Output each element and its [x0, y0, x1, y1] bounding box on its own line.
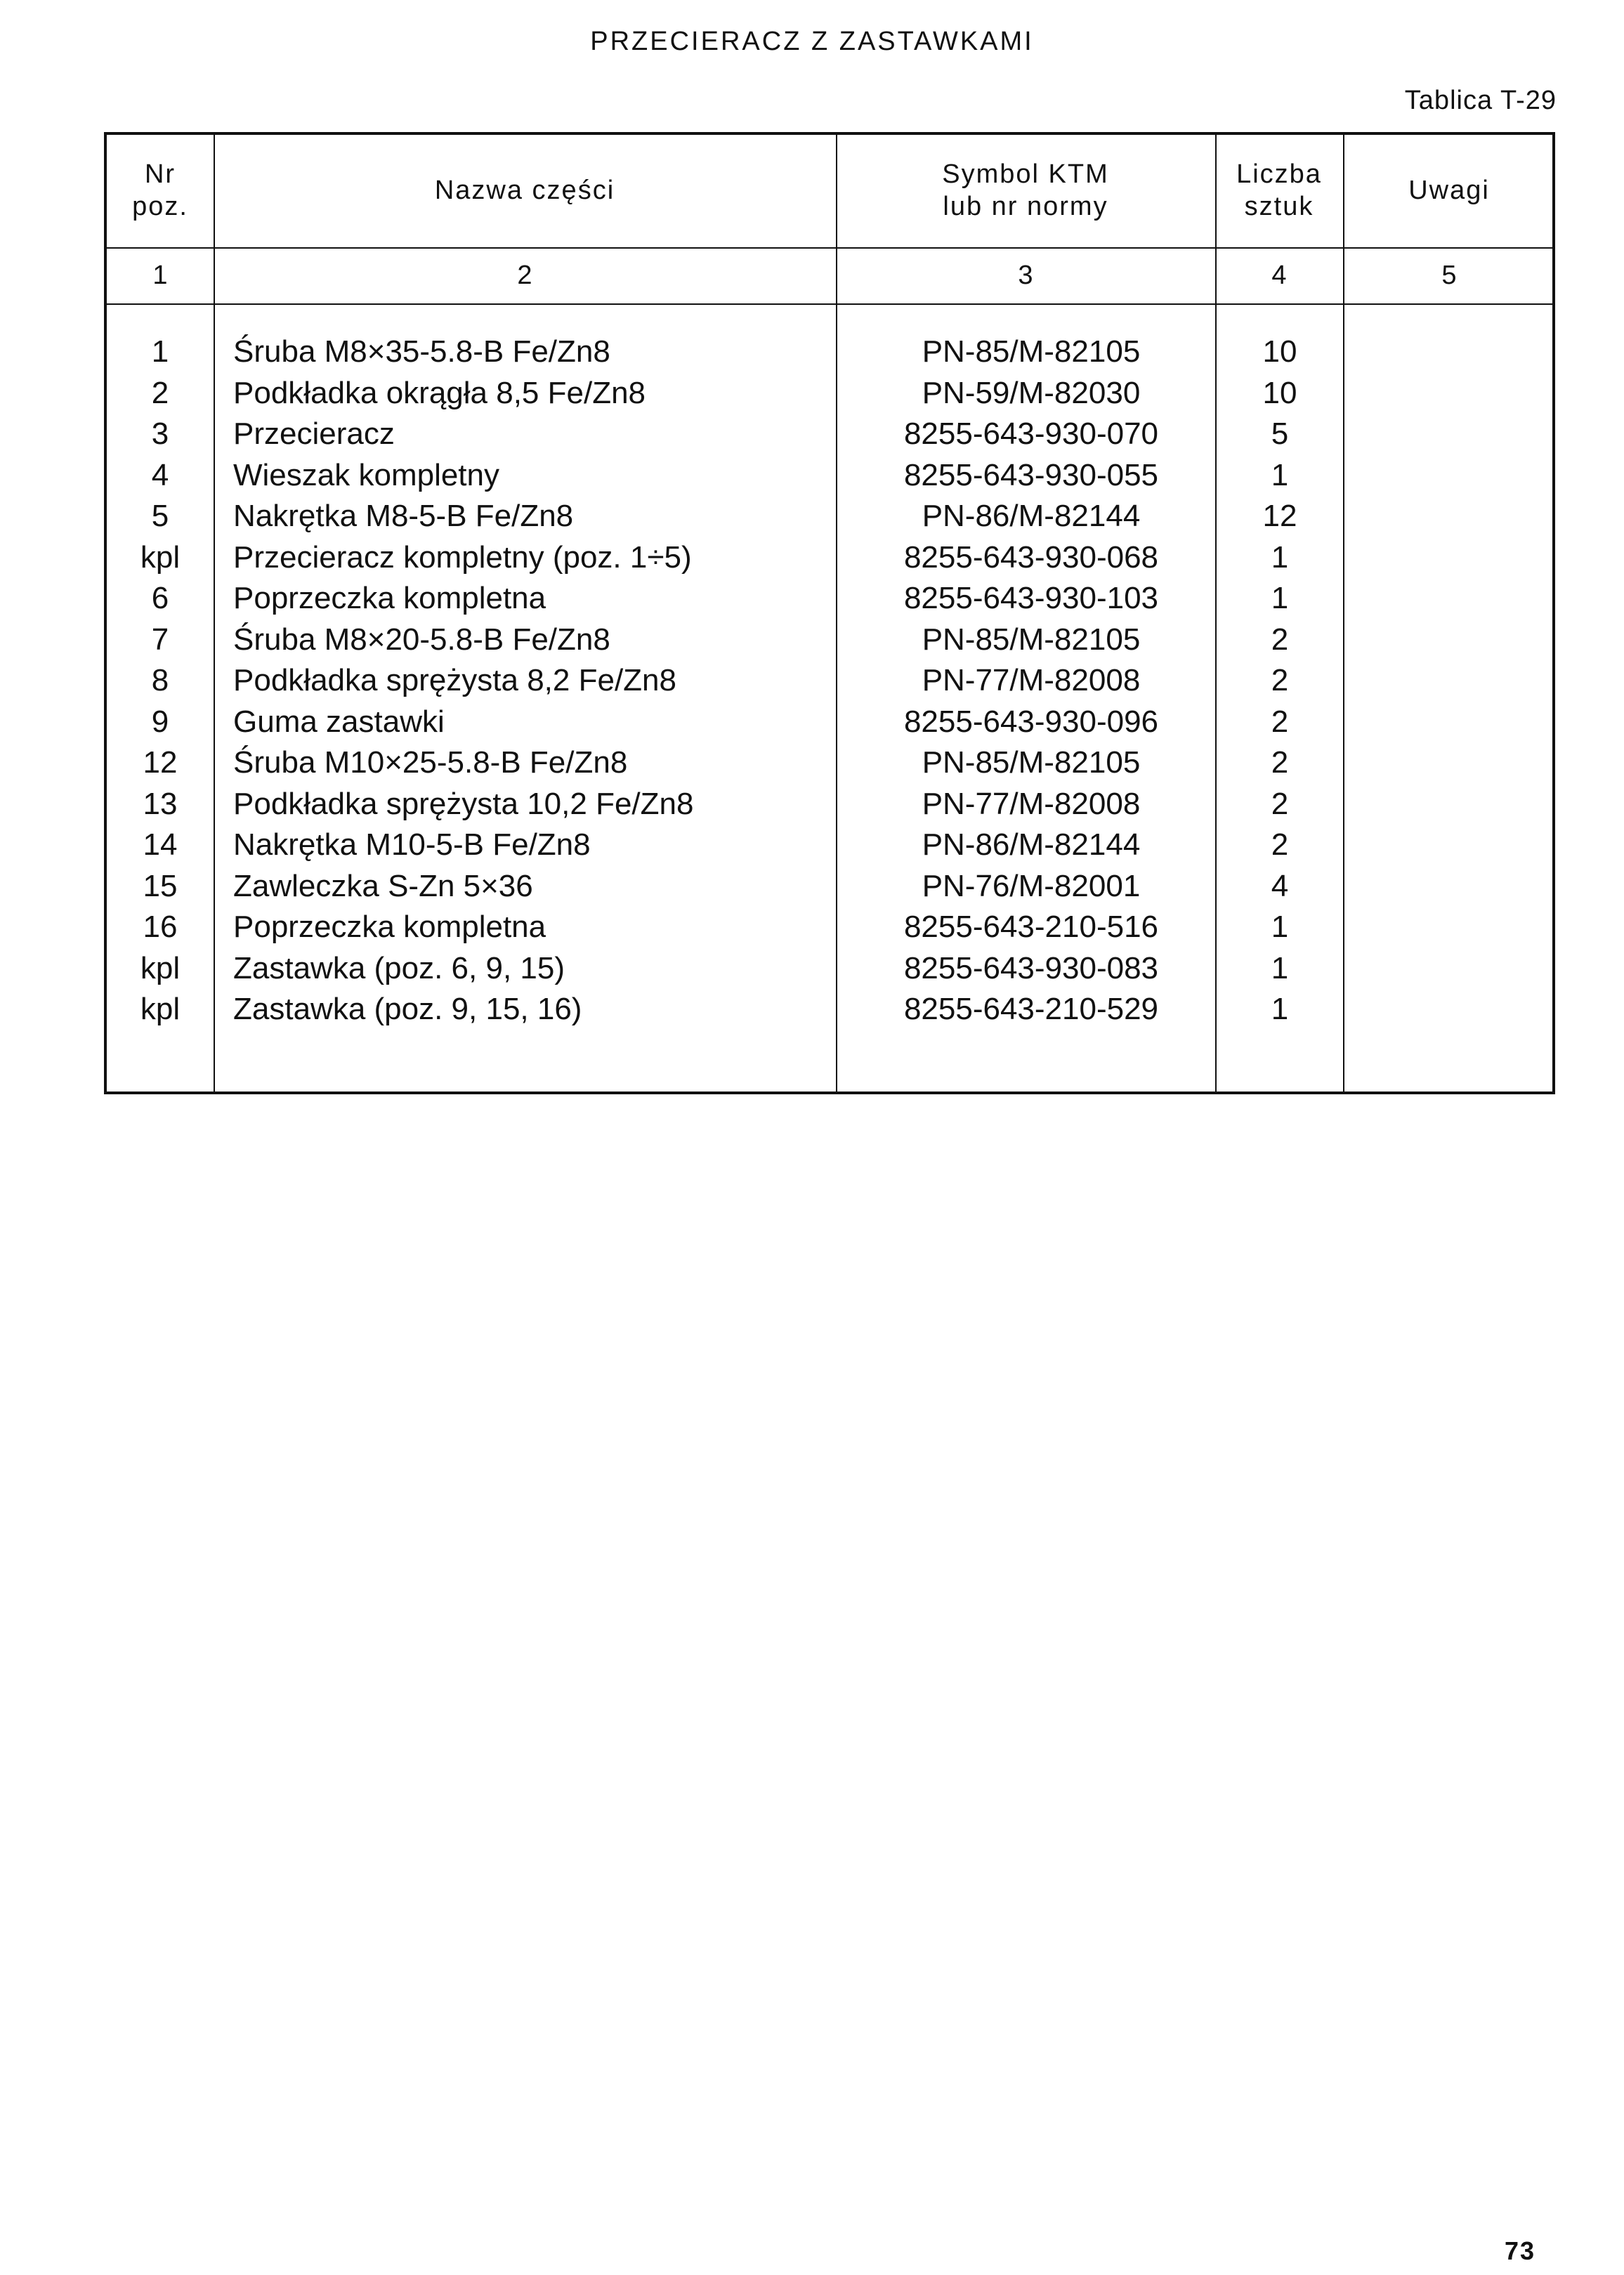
row-symbol: 8255-643-930-055: [903, 457, 1159, 492]
row-quantity: 4: [1271, 868, 1289, 903]
row-symbol: PN-77/M-82008: [922, 786, 1141, 821]
row-symbol: 8255-643-930-068: [903, 539, 1159, 575]
header-nr: Nr poz.: [132, 159, 188, 221]
table-row: [107, 825, 1552, 865]
row-part-name: Zastawka (poz. 9, 15, 16): [233, 992, 582, 1026]
row-position: kpl: [140, 992, 181, 1026]
table-id: Tablica T-29: [1404, 86, 1557, 115]
table-row: [107, 455, 1552, 496]
row-part-name: Przecieracz: [233, 417, 395, 451]
row-position: 16: [143, 910, 178, 944]
row-symbol: 8255-643-930-070: [903, 417, 1159, 451]
row-part-name: Śruba M8×20-5.8-B Fe/Zn8: [233, 622, 610, 657]
table-row: [107, 414, 1552, 454]
header-quantity: Liczba sztuk: [1236, 159, 1322, 221]
row-position: 8: [151, 663, 169, 697]
row-quantity: 2: [1271, 827, 1289, 862]
parts-table: [104, 132, 1555, 1094]
row-position: 4: [151, 457, 169, 492]
row-position: 2: [151, 375, 169, 410]
row-part-name: Nakrętka M8-5-B Fe/Zn8: [233, 499, 574, 533]
page-title: PRZECIERACZ Z ZASTAWKAMI: [590, 27, 1034, 56]
header-remarks: Uwagi: [1408, 176, 1490, 206]
row-part-name: Wieszak kompletny: [233, 457, 500, 492]
row-symbol: 8255-643-930-096: [903, 704, 1159, 739]
row-position: 5: [151, 499, 169, 533]
row-part-name: Zastawka (poz. 6, 9, 15): [233, 950, 565, 985]
row-quantity: 10: [1262, 334, 1297, 369]
row-position: 13: [143, 786, 178, 821]
row-part-name: Guma zastawki: [233, 704, 445, 739]
row-symbol: PN-85/M-82105: [922, 745, 1141, 780]
row-position: 7: [151, 622, 169, 657]
row-part-name: Podkładka okrągła 8,5 Fe/Zn8: [233, 375, 646, 410]
row-quantity: 10: [1262, 375, 1297, 410]
row-quantity: 12: [1262, 499, 1297, 533]
row-symbol: PN-59/M-82030: [922, 375, 1141, 410]
row-symbol: 8255-643-210-516: [903, 910, 1159, 944]
row-part-name: Śruba M10×25-5.8-B Fe/Zn8: [233, 745, 628, 780]
header-name: Nazwa części: [434, 176, 615, 206]
row-symbol: 8255-643-930-083: [903, 950, 1159, 985]
table-row: [107, 537, 1552, 578]
row-quantity: 2: [1271, 745, 1289, 780]
row-symbol: PN-77/M-82008: [922, 663, 1141, 697]
row-position: 9: [151, 704, 169, 739]
table-row: [107, 907, 1552, 948]
page-number: 73: [1504, 2236, 1535, 2265]
row-position: 6: [151, 581, 169, 615]
row-quantity: 2: [1271, 786, 1289, 821]
table-row: [107, 866, 1552, 907]
row-position: 1: [151, 334, 169, 369]
table-row: [107, 702, 1552, 742]
column-number: 5: [1441, 260, 1457, 290]
row-part-name: Poprzeczka kompletna: [233, 581, 546, 615]
row-part-name: Poprzeczka kompletna: [233, 910, 546, 944]
row-quantity: 1: [1271, 539, 1289, 575]
row-part-name: Przecieracz kompletny (poz. 1÷5): [233, 539, 692, 575]
row-symbol: PN-76/M-82001: [922, 868, 1141, 903]
row-quantity: 1: [1271, 992, 1289, 1026]
row-symbol: 8255-643-930-103: [903, 581, 1159, 615]
column-number: 3: [1018, 260, 1033, 290]
row-part-name: Nakrętka M10-5-B Fe/Zn8: [233, 827, 591, 862]
table-row: [107, 619, 1552, 660]
table-row: [107, 496, 1552, 537]
table-row: [107, 784, 1552, 825]
row-symbol: PN-85/M-82105: [922, 334, 1141, 369]
column-number: 4: [1271, 260, 1287, 290]
row-quantity: 2: [1271, 704, 1289, 739]
row-quantity: 1: [1271, 581, 1289, 615]
row-part-name: Podkładka sprężysta 8,2 Fe/Zn8: [233, 663, 676, 697]
row-symbol: PN-86/M-82144: [922, 827, 1141, 862]
header-divider: [107, 303, 1552, 305]
row-quantity: 1: [1271, 950, 1289, 985]
row-position: 14: [143, 827, 178, 862]
table-row: [107, 660, 1552, 701]
row-symbol: 8255-643-210-529: [903, 992, 1159, 1026]
column-number: 1: [152, 260, 168, 290]
row-position: 3: [151, 417, 169, 451]
row-position: kpl: [140, 950, 181, 985]
header-symbol: Symbol KTM lub nr normy: [942, 159, 1109, 221]
row-quantity: 1: [1271, 457, 1289, 492]
row-quantity: 5: [1271, 417, 1289, 451]
row-position: 12: [143, 745, 178, 780]
table-row: [107, 742, 1552, 783]
table-row: [107, 989, 1552, 1030]
row-part-name: Zawleczka S-Zn 5×36: [233, 868, 533, 903]
table-row: [107, 948, 1552, 989]
column-number: 2: [517, 260, 532, 290]
row-part-name: Śruba M8×35-5.8-B Fe/Zn8: [233, 334, 610, 369]
row-symbol: PN-86/M-82144: [922, 499, 1141, 533]
row-position: 15: [143, 868, 178, 903]
table-row: [107, 373, 1552, 414]
table-row: [107, 578, 1552, 619]
row-symbol: PN-85/M-82105: [922, 622, 1141, 657]
row-quantity: 2: [1271, 663, 1289, 697]
row-quantity: 2: [1271, 622, 1289, 657]
row-part-name: Podkładka sprężysta 10,2 Fe/Zn8: [233, 786, 694, 821]
row-position: kpl: [140, 539, 181, 575]
row-quantity: 1: [1271, 910, 1289, 944]
table-row: [107, 332, 1552, 372]
